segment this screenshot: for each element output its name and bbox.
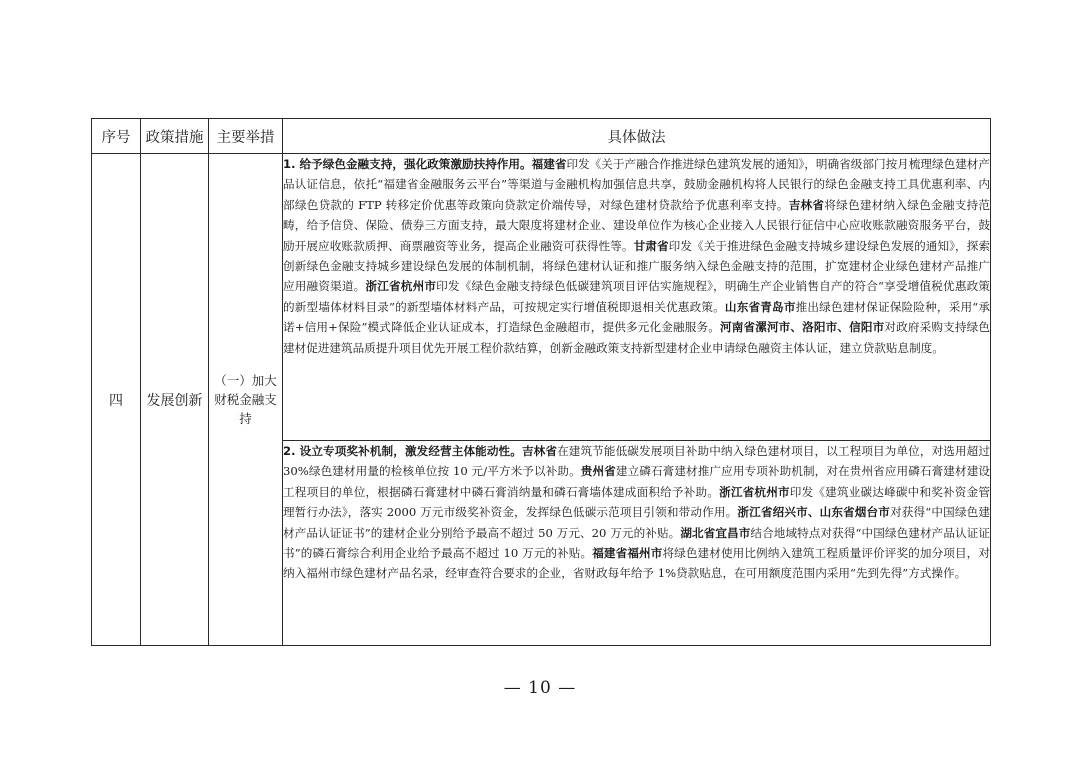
body-text: 推出绿色建材保证保险险种，采用“承诺+信用+保险”模式降低企业认证成本，打造绿色金融超市，提供多元化金融服务。	[283, 299, 990, 335]
detail-item-1	[283, 154, 991, 441]
body-text: 将绿色建材纳入绿色金融支持范畴，给予信贷、保险、债券三方面支持，最大限度将建材企业、建设单位作为核心企业接入人民银行征信中心应收账款融资服务平台，鼓励开展应收账款质押、商票融资等业务，提高企业融资可获得性等。	[283, 197, 990, 253]
table-row	[92, 154, 991, 441]
bold-text: 浙江省绍兴市、山东省烟台市	[737, 505, 891, 520]
bold-text: 河南省漯河市、洛阳市、信阳市	[719, 320, 885, 335]
body-text: 建立磷石膏建材推广应用专项补助机制，对在贵州省应用磷石膏建材建设工程项目的单位，根据磷石膏建材中磷石膏消纳量和磷石膏墙体建成面积给予补助。	[283, 464, 990, 499]
bold-text: 贵州省	[580, 464, 616, 479]
body-text: 将绿色建材使用比例纳入建筑工程质量评价评奖的加分项目，对纳入福州市绿色建材产品名录，经审查符合要求的企业，省财政每年给予 1%贷款贴息，在可用额度范围内采用“先到先得”方式操作。	[283, 546, 990, 581]
row-policy: 发展创新	[141, 154, 209, 646]
bold-text: 湖北省宜昌市	[680, 525, 751, 540]
bold-text: 山东省青岛市	[724, 299, 796, 314]
bold-text: 浙江省杭州市	[365, 279, 437, 294]
body-text: 印发《建筑业碳达峰碳中和奖补资金管理暂行办法》，落实 2000 万元市级奖补资金，发挥绿色低碳示范项目引领和带动作用。	[283, 484, 990, 520]
bold-text: 1. 给予绿色金融支持，强化政策激励扶持作用。	[283, 157, 532, 171]
header-index: 序号	[92, 119, 141, 154]
body-text: 结合地域特点对获得“中国绿色建材产品认证证书”的磷石膏综合利用企业给予最高不超过 10 万元的补贴。	[283, 525, 990, 561]
bold-text: 福建省福州市	[592, 546, 663, 561]
bold-text: 吉林省	[788, 197, 825, 212]
header-policy: 政策措施	[141, 119, 209, 154]
bold-text: 2. 设立专项奖补机制，激发经营主体能动性。	[283, 444, 522, 458]
bold-text: 甘肃省	[633, 238, 669, 253]
body-text: 对政府采购支持绿色建材促进建筑品质提升项目优先开展工程价款结算，创新金融政策支持新型建材企业申请绿色融资主体认证，建立贷款贴息制度。	[283, 320, 990, 355]
detail-item-2	[283, 441, 991, 646]
header-row	[92, 119, 991, 154]
body-text: 印发《关于产融合作推进绿色建筑发展的通知》，明确省级部门按月梳理绿色建材产品认证信息，依托“福建省金融服务云平台”等渠道与金融机构加强信息共享，鼓励金融机构将人民银行的绿色金融支持工具优惠利率、内部绿色贷款的 FTP 转移定价优惠等政策向贷款定价端传导，对绿色建材贷款给予优惠利率支持。	[283, 157, 990, 212]
header-detail: 具体做法	[283, 119, 991, 154]
body-text: 在建筑节能低碳发展项目补助中纳入绿色建材项目，以工程项目为单位，对选用超过 30%绿色建材用量的检核单位按 10 元/平方米予以补助。	[283, 444, 990, 479]
header-measure: 主要举措	[209, 119, 283, 154]
bold-text: 浙江省杭州市	[719, 484, 790, 499]
row-measure: （一）加大财税金融支持	[209, 154, 283, 646]
row-index: 四	[92, 154, 141, 646]
bold-text: 福建省	[531, 157, 567, 171]
body-text: 印发《绿色金融支持绿色低碳建筑项目评估实施规程》，明确生产企业销售自产的符合“享受增值税优惠政策的新型墙体材料目录”的新型墙体材料产品，可按规定实行增值税即退相关优惠政策。	[283, 279, 990, 314]
page-number: — 10 —	[503, 678, 577, 698]
body-text: 对获得“中国绿色建材产品认证证书”的建材企业分别给予最高不超过 50 万元、20 万元的补贴。	[283, 505, 990, 540]
policy-table	[91, 118, 991, 646]
bold-text: 吉林省	[521, 444, 558, 458]
body-text: 印发《关于推进绿色金融支持城乡建设绿色发展的通知》，探索创新绿色金融支持城乡建设绿色发展的体制机制，将绿色建材认证和推广服务纳入绿色金融支持的范围，扩宽建材企业绿色建材产品推广应用融资渠道。	[283, 238, 990, 294]
